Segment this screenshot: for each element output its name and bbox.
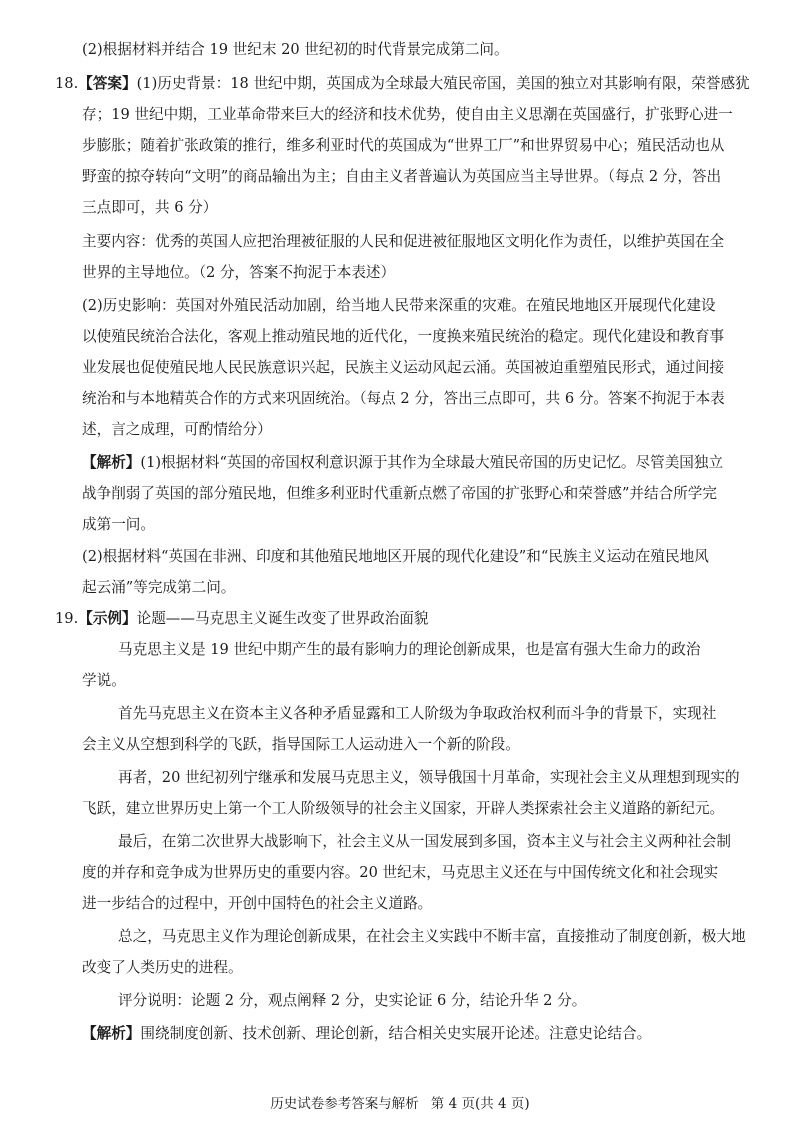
q19-paragraph-line: 飞跃，建立世界历史上第一个工人阶级领导的社会主义国家，开辟人类探索社会主义道路的新纪元。 — [82, 800, 725, 817]
q18-answer-line: 统治和与本地精英合作的方式来巩固统治。（每点 2 分，答出三点即可，共 6 分。答案不拘泥于本表 — [82, 390, 725, 407]
q19-paragraph-line: 最后，在第二次世界大战影响下，社会主义从一国发展到多国，资本主义与社会主义两种社会制 — [118, 833, 731, 850]
q19-paragraph-line: 学说。 — [82, 672, 126, 689]
q19-scoring-note: 评分说明：论题 2 分，观点阐释 2 分，史实论证 6 分，结论升华 2 分。 — [118, 992, 587, 1009]
q19-paragraph-line: 度的并存和竞争成为世界历史的重要内容。20 世纪末，马克思主义还在与中国传统文化和社会现实 — [82, 864, 719, 881]
q19-analysis-tag: 【解析】 — [82, 1025, 141, 1042]
q19-topic-line — [55, 609, 429, 629]
q18-answer-line: 三点即可，共 6 分） — [82, 199, 218, 216]
q19-paragraph-line: 总之，马克思主义作为理论创新成果，在社会主义实践中不断丰富，直接推动了制度创新，极大地 — [118, 928, 746, 945]
q18-answer-line: 存；19 世纪中期，工业革命带来巨大的经济和技术优势，使自由主义思潮在英国盛行，扩张野心进一 — [82, 106, 733, 123]
q19-paragraph-line: 会主义从空想到科学的飞跃，指导国际工人运动进入一个新的阶段。 — [82, 736, 520, 753]
q18-answer-line: (1)历史背景：18 世纪中期，英国成为全球最大殖民帝国，美国的独立对其影响有限，荣誉感犹 — [136, 75, 750, 92]
q18-answer-line: 野蛮的掠夺转向“文明”的商品输出为主；自由主义者普遍认为英国应当主导世界。（每点 2 分，答出 — [82, 168, 722, 185]
q18-answer-line: 述，言之成理，可酌情给分） — [82, 421, 272, 438]
q18-answer-line: 步膨胀；随着扩张政策的推行，维多利亚时代的英国成为“世界工厂”和世界贸易中心；殖民活动也从 — [82, 137, 725, 154]
q19-paragraph-line: 马克思主义是 19 世纪中期产生的最有影响力的理论创新成果，也是富有强大生命力的政治 — [118, 641, 701, 658]
q18-analysis-line: 成第一问。 — [82, 516, 155, 533]
q19-analysis-line — [82, 1024, 651, 1044]
page-footer — [0, 1094, 800, 1114]
q18-answer-line: 业发展也促使殖民地人民民族意识兴起，民族主义运动风起云涌。英国被迫重塑殖民形式，通过间接 — [82, 359, 725, 376]
q19-paragraph-line: 再者，20 世纪初列宁继承和发展马克思主义，领导俄国十月革命，实现社会主义从理想到现实的 — [118, 769, 740, 786]
q18-analysis-line: (2)根据材料“英国在非洲、印度和其他殖民地地区开展的现代化建设”和“民族主义运动在殖民地风 — [82, 548, 709, 565]
q18-answer-first-line — [55, 74, 750, 94]
q19-topic: 论题——马克思主义诞生改变了世界政治面貌 — [136, 610, 429, 627]
q18-answer-line: 主要内容：优秀的英国人应把治理被征服的人民和促进被征服地区文明化作为责任，以维护英国在全 — [82, 233, 725, 250]
q18-analysis-line: (1)根据材料“英国的帝国权利意识源于其作为全球最大殖民帝国的历史记忆。尽管美国独立 — [140, 454, 724, 471]
q19-paragraph-line: 进一步结合的过程中，开创中国特色的社会主义道路。 — [82, 895, 433, 912]
q19-number: 19. — [55, 610, 79, 627]
footer-title: 历史试卷参考答案与解析 — [270, 1096, 419, 1112]
q18-answer-tag: 【答案】 — [78, 75, 137, 92]
q18-answer-line: (2)历史影响：英国对外殖民活动加剧，给当地人民带来深重的灾难。在殖民地地区开展现代化建设 — [82, 297, 716, 314]
q18-analysis-line: 战争削弱了英国的部分殖民地，但维多利亚时代重新点燃了帝国的扩张野心和荣誉感”并结合所学完 — [82, 485, 717, 502]
q19-analysis-text: 围绕制度创新、技术创新、理论创新，结合相关史实展开论述。注意史论结合。 — [140, 1025, 652, 1042]
q19-example-tag: 【示例】 — [78, 610, 137, 627]
q19-paragraph-line: 改变了人类历史的进程。 — [82, 959, 243, 976]
q18-answer-line: 以使殖民统治合法化，客观上推动殖民地的近代化，一度换来殖民统治的稳定。现代化建设和教育事 — [82, 328, 725, 345]
q19-paragraph-line: 首先马克思主义在资本主义各种矛盾显露和工人阶级为争取政治权利而斗争的背景下，实现社 — [118, 705, 717, 722]
q18-analysis-first-line — [82, 453, 723, 473]
q18-number: 18. — [55, 75, 79, 92]
q18-analysis-line: 起云涌”等完成第二问。 — [82, 579, 236, 596]
q17-part2-line: (2)根据材料并结合 19 世纪末 20 世纪初的时代背景完成第二问。 — [82, 41, 509, 58]
q18-answer-line: 世界的主导地位。（2 分，答案不拘泥于本表述） — [82, 264, 396, 281]
q18-analysis-tag: 【解析】 — [82, 454, 141, 471]
footer-page-number: 第 4 页(共 4 页) — [430, 1096, 530, 1112]
